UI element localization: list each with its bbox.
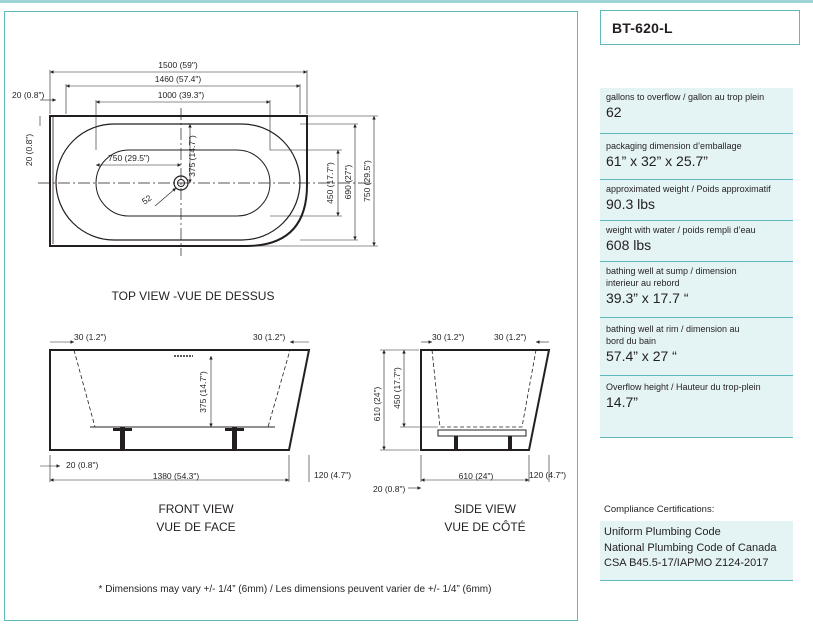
top-view [12, 60, 378, 303]
dim-rim-length: 1460 (57.4") [154, 74, 202, 84]
spec-label: packaging dimension d’emballage [606, 141, 742, 151]
front-dim-overflow-height: 375 (14.7") [198, 371, 208, 413]
side-dim-slope: 120 (4.7") [529, 470, 567, 480]
spec-value: 90.3 lbs [606, 196, 656, 212]
side-view-outline [421, 350, 549, 450]
spec-label: bathing well at rim / dimension au bord du bain [606, 324, 740, 346]
spec-value: 14.7” [606, 394, 638, 410]
dim-wall-left: 20 (0.8") [12, 90, 45, 100]
side-right-foot [508, 436, 512, 450]
side-view-caption-en: SIDE VIEW [453, 502, 517, 516]
front-dim-base-offset: 20 (0.8") [66, 460, 99, 470]
front-dim-slope: 120 (4.7") [314, 470, 352, 480]
spec-value: 61” x 32” x 25.7” [606, 153, 708, 169]
front-view-caption-fr: VUE DE FACE [156, 520, 236, 534]
side-dim-depth: 450 (17.7") [392, 367, 402, 409]
spec-label: weight with water / poids rempli d’eau [606, 225, 756, 235]
dim-rim-width: 690 (27") [343, 164, 353, 200]
model-number: BT-620-L [612, 20, 673, 36]
side-view [372, 332, 566, 534]
spec-label: gallons to overflow / gallon au trop plein [606, 92, 765, 102]
footnote: * Dimensions may vary +/- 1/4” (6mm) / Les dimensions peuvent varier de +/- 1/4” (6mm) [98, 584, 492, 595]
compliance-list [600, 521, 793, 581]
spec-value: 57.4” x 27 “ [606, 348, 677, 364]
spec-label: bathing well at sump / dimension interieur au rebord [606, 266, 737, 288]
spec-row [600, 180, 793, 221]
dim-inner-length: 750 (29.5") [108, 153, 150, 163]
spec-value: 608 lbs [606, 237, 652, 253]
dim-overall-length: 1500 (59") [158, 60, 198, 70]
side-view-inner-bowl [432, 350, 536, 427]
side-dim-left-rim: 30 (1.2") [432, 332, 465, 342]
front-view-inner-bowl [74, 350, 290, 427]
front-view [40, 332, 351, 534]
side-dim-height: 610 (24") [372, 386, 382, 422]
side-view-caption-fr: VUE DE CÔTÉ [444, 520, 526, 534]
spec-row [600, 88, 793, 134]
compliance-item: National Plumbing Code of Canada [604, 541, 777, 554]
spec-value: 39.3” x 17.7 “ [606, 290, 689, 306]
spec-value: 62 [606, 104, 622, 120]
spec-label: Overflow height / Hauteur du trop-plein [606, 382, 761, 392]
model-title-box [600, 10, 800, 45]
dim-drain-diameter: 52 [139, 192, 154, 207]
compliance-title: Compliance Certifications: [604, 504, 715, 515]
spec-table [600, 88, 793, 438]
compliance-item: CSA B45.5-17/IAPMO Z124-2017 [604, 557, 769, 569]
side-dim-right-rim: 30 (1.2") [494, 332, 527, 342]
spec-row [600, 376, 793, 438]
spec-row [600, 318, 793, 376]
dim-sump-width: 450 (17.7") [325, 162, 335, 204]
side-dim-base-offset: 20 (0.8") [373, 484, 406, 494]
front-view-caption-en: FRONT VIEW [158, 502, 234, 516]
front-view-outline [50, 350, 309, 450]
dim-sump-length: 1000 (39.3") [157, 90, 205, 100]
front-dim-left-rim: 30 (1.2") [74, 332, 107, 342]
compliance-item: Uniform Plumbing Code [604, 526, 721, 538]
spec-label: approximated weight / Poids approximatif [606, 184, 771, 194]
side-left-foot [454, 436, 458, 450]
spec-row [600, 221, 793, 262]
front-dim-right-rim: 30 (1.2") [253, 332, 286, 342]
spec-row [600, 262, 793, 318]
top-view-caption: TOP VIEW -VUE DE DESSUS [111, 289, 275, 303]
side-dim-base-length: 610 (24") [458, 471, 494, 481]
spec-row [600, 134, 793, 180]
dim-overall-width: 750 (29.5") [362, 160, 372, 202]
dim-drain-offset: 375 (14.7") [187, 135, 197, 177]
front-dim-base-length: 1380 (54.3") [152, 471, 200, 481]
dim-wall-top: 20 (0.8") [24, 133, 34, 167]
